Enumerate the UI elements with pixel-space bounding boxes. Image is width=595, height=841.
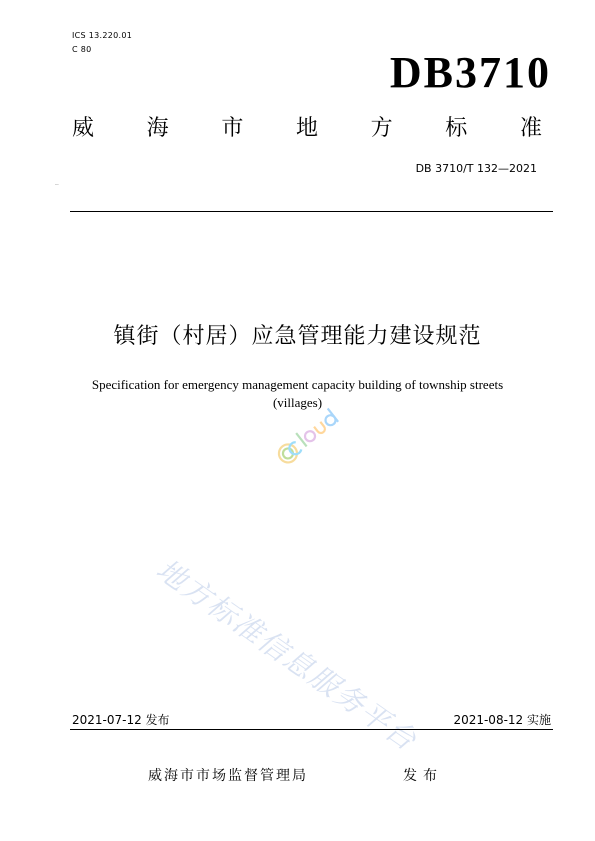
- standard-type-char: 准: [519, 116, 542, 141]
- platform-watermark-text: 地方标准信息服务平台: [150, 552, 424, 758]
- standard-type-heading: [72, 115, 542, 143]
- standard-type-char: 威: [72, 116, 95, 141]
- standard-code-heading: DB3710: [389, 48, 551, 97]
- standard-type-char: 海: [146, 116, 169, 141]
- issuing-authority: 威海市市场监督管理局: [148, 768, 308, 784]
- issue-label: 发布: [403, 768, 443, 784]
- standard-type-char: 市: [221, 116, 244, 141]
- document-title-chinese: 镇街（村居）应急管理能力建设规范: [113, 324, 482, 349]
- standard-type-char: 地: [295, 116, 318, 141]
- ecloud-logo-text: eCloud: [55, 185, 59, 186]
- implementation-date: 2021-08-12 实施: [453, 713, 551, 727]
- standard-number: DB 3710/T 132—2021: [415, 162, 537, 175]
- standard-type-char: 标: [445, 116, 468, 141]
- top-divider: [70, 211, 553, 212]
- english-title-line: (villages): [272, 395, 323, 410]
- ics-code: ICS 13.220.01: [72, 31, 133, 40]
- english-title-line: Specification for emergency management capacity building of township streets: [91, 377, 504, 392]
- ccs-code: C 80: [72, 45, 92, 54]
- issue-date: 2021-07-12 发布: [72, 713, 170, 727]
- standard-type-char: 方: [370, 116, 393, 141]
- bottom-divider: [70, 729, 553, 730]
